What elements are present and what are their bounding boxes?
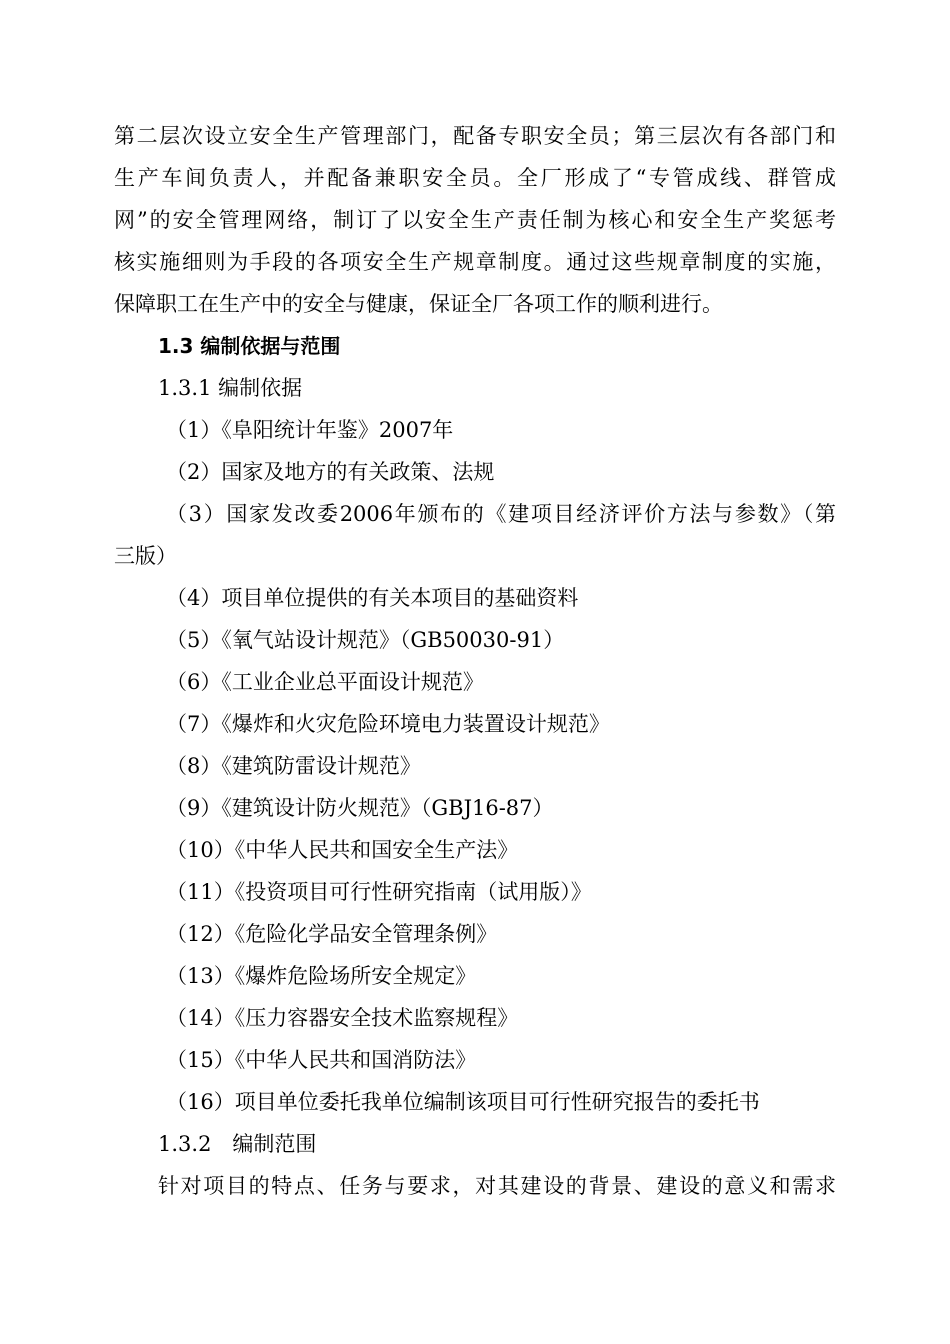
basis-item: （8）《建筑防雷设计规范》 — [166, 754, 421, 778]
scope-line: 针对项目的特点、任务与要求，对其建设的背景、建设的意义和需求 — [158, 1174, 836, 1198]
basis-item: （4）项目单位提供的有关本项目的基础资料 — [166, 586, 579, 610]
basis-item: （9）《建筑设计防火规范》（GBJ16-87） — [166, 796, 554, 820]
basis-item: （3）国家发改委2006年颁布的《建项目经济评价方法与参数》（第 — [166, 502, 836, 526]
intro-line: 生产车间负责人，并配备兼职安全员。全厂形成了“专管成线、群管成 — [114, 166, 836, 190]
intro-line: 保障职工在生产中的安全与健康，保证全厂各项工作的顺利进行。 — [114, 292, 723, 316]
intro-line: 第二层次设立安全生产管理部门，配备专职安全员；第三层次有各部门和 — [114, 124, 836, 148]
basis-item: （5）《氧气站设计规范》（GB50030-91） — [166, 628, 565, 652]
basis-item: （12）《危险化学品安全管理条例》 — [166, 922, 498, 946]
basis-item: （13）《爆炸危险场所安全规定》 — [166, 964, 477, 988]
basis-item: （10）《中华人民共和国安全生产法》 — [166, 838, 519, 862]
subsection-heading-scope: 1.3.2 编制范围 — [158, 1132, 317, 1156]
basis-item-continuation: 三版） — [114, 544, 177, 568]
basis-item: （6）《工业企业总平面设计规范》 — [166, 670, 484, 694]
basis-item: （2）国家及地方的有关政策、法规 — [166, 460, 495, 484]
subsection-heading-basis: 1.3.1 编制依据 — [158, 376, 303, 400]
intro-line: 网”的安全管理网络，制订了以安全生产责任制为核心和安全生产奖惩考 — [114, 208, 836, 232]
intro-line: 核实施细则为手段的各项安全生产规章制度。通过这些规章制度的实施， — [114, 250, 836, 274]
basis-item: （16）项目单位委托我单位编制该项目可行性研究报告的委托书 — [166, 1090, 760, 1114]
basis-item: （15）《中华人民共和国消防法》 — [166, 1048, 477, 1072]
basis-item: （14）《压力容器安全技术监察规程》 — [166, 1006, 519, 1030]
basis-item: （11）《投资项目可行性研究指南（试用版）》 — [166, 880, 592, 904]
basis-item: （1）《阜阳统计年鉴》2007年 — [166, 418, 454, 442]
section-heading: 1.3 编制依据与范围 — [158, 334, 341, 358]
basis-item: （7）《爆炸和火灾危险环境电力装置设计规范》 — [166, 712, 610, 736]
